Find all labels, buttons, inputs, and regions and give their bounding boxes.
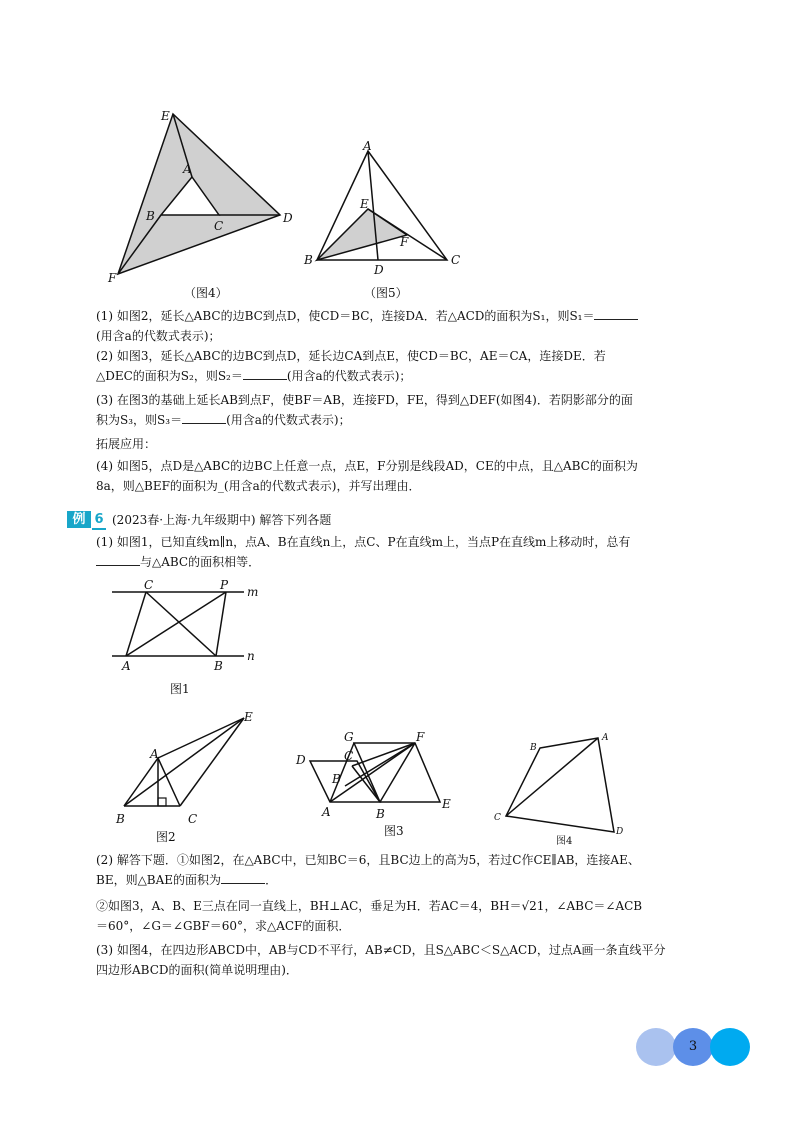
label-c: C bbox=[188, 812, 198, 826]
label-f: F bbox=[400, 235, 409, 249]
q2-text-3: (用含a的代数式表示)； bbox=[286, 369, 412, 383]
label-a: A bbox=[602, 733, 609, 743]
q4-text: (4) 如图5，点D是△ABC的边BC上任意一点，点E，F分别是线段AD，CE的中点，且△ABC的面积为 bbox=[96, 459, 638, 473]
q2-text-2: △DEC的面积为S₂，则S₂＝ bbox=[96, 369, 243, 383]
question-1 bbox=[96, 306, 726, 346]
q6-3-text-2: 四边形ABCD的面积(简单说明理由)． bbox=[96, 963, 298, 977]
label-c: C bbox=[344, 749, 354, 763]
label-a: A bbox=[122, 659, 131, 673]
fig4b-caption: 图4 bbox=[556, 836, 573, 847]
q6-part1 bbox=[96, 532, 726, 572]
label-p: P bbox=[220, 578, 229, 592]
label-b: B bbox=[214, 659, 223, 673]
example-number: 6 bbox=[92, 511, 106, 530]
label-n: n bbox=[247, 649, 255, 663]
label-a: A bbox=[363, 139, 372, 153]
page-number: 3 bbox=[688, 1039, 698, 1054]
answer-blank bbox=[243, 367, 287, 380]
fig4-caption: （图4） bbox=[184, 286, 228, 300]
label-b: B bbox=[116, 812, 125, 826]
figure-5-triangle-abc bbox=[300, 136, 470, 282]
question-3 bbox=[96, 390, 726, 430]
label-c: C bbox=[494, 813, 501, 823]
fig1-caption: 图1 bbox=[170, 682, 190, 696]
q6-part3 bbox=[96, 940, 726, 980]
label-c: C bbox=[144, 578, 154, 592]
q1-text: (1) 如图2，延长△ABC的边BC到点D，使CD＝BC，连接DA．若△ACD的面积为S₁，则S₁＝ bbox=[96, 309, 595, 323]
label-e: E bbox=[244, 710, 253, 724]
label-f: F bbox=[416, 730, 425, 744]
page-number-badge bbox=[636, 1028, 750, 1066]
fig2-caption: 图2 bbox=[156, 830, 176, 844]
q6-part2-sub2 bbox=[96, 896, 726, 936]
label-c: C bbox=[214, 219, 224, 233]
q4-text-2: 8a，则△BEF的面积为_(用含a的代数式表示)，并写出理由． bbox=[96, 479, 421, 493]
label-b-2: B bbox=[376, 807, 385, 821]
label-e: E bbox=[161, 109, 170, 123]
fig3-caption: 图3 bbox=[384, 824, 404, 838]
figure-2-triangle-bae bbox=[110, 706, 260, 826]
question-2 bbox=[96, 346, 726, 386]
badge-circle-right bbox=[710, 1028, 750, 1066]
label-a: A bbox=[183, 162, 192, 176]
q6-3-text: (3) 如图4，在四边形ABCD中，AB与CD不平行，AB≠CD，且S△ABC＜S△ACD，过点A画一条直线平分 bbox=[96, 943, 666, 957]
fig5-caption: （图5） bbox=[364, 286, 408, 300]
q6-2b-text: ②如图3，A、B、E三点在同一直线上，BH⊥AC，垂足为H．若AC＝4，BH＝√21，∠ABC＝∠ACB bbox=[96, 899, 643, 913]
answer-blank bbox=[182, 411, 226, 424]
label-e: E bbox=[442, 797, 451, 811]
answer-blank bbox=[96, 553, 140, 566]
q6-1-text: (1) 如图1，已知直线m∥n，点A、B在直线n上，点C、P在直线m上，当点P在直线m上移动时，总有 bbox=[96, 535, 631, 549]
label-c: C bbox=[451, 253, 461, 267]
label-f: F bbox=[108, 271, 117, 285]
extension-heading: 拓展应用： bbox=[96, 437, 157, 451]
figure-4-quadrilateral bbox=[486, 728, 636, 838]
label-b: B bbox=[530, 743, 537, 753]
q6-2b-text-2: ＝60°，∠G＝∠GBF＝60°，求△ACF的面积． bbox=[96, 919, 351, 933]
q1-text-2: (用含a的代数式表示)； bbox=[96, 329, 221, 343]
example-title: (2023春·上海·九年级期中) 解答下列各题 bbox=[112, 513, 332, 527]
q6-part2 bbox=[96, 850, 726, 890]
q6-2-text-2: BE，则△BAE的面积为 bbox=[96, 873, 222, 887]
q6-2-text-3: ． bbox=[265, 873, 278, 887]
label-b: B bbox=[304, 253, 313, 267]
label-g: G bbox=[344, 730, 354, 744]
figure-4-triangle-def bbox=[100, 104, 300, 304]
label-d: D bbox=[374, 263, 384, 277]
label-d: D bbox=[616, 827, 624, 837]
question-4 bbox=[96, 456, 726, 496]
q2-text: (2) 如图3，延长△ABC的边BC到点D，延长边CA到点E，使CD＝BC，AE＝CA，连接DE．若 bbox=[96, 349, 606, 363]
q3-text-2: 积为S₃，则S₃＝ bbox=[96, 413, 183, 427]
label-a: A bbox=[150, 747, 159, 761]
answer-blank bbox=[594, 307, 638, 320]
figure-3-parallelograms bbox=[290, 726, 460, 826]
answer-blank bbox=[221, 871, 265, 884]
figure-1-parallel-lines bbox=[104, 578, 274, 678]
label-b-1: B bbox=[332, 772, 341, 786]
q6-2-text: (2) 解答下题．①如图2，在△ABC中，已知BC＝6，且BC边上的高为5，若过C作CE∥AB，连接AE、 bbox=[96, 853, 640, 867]
label-m: m bbox=[247, 585, 259, 599]
label-d: D bbox=[296, 753, 306, 767]
q3-text-3: (用含a的代数式表示)； bbox=[226, 413, 351, 427]
label-e: E bbox=[360, 197, 369, 211]
label-d: D bbox=[283, 211, 293, 225]
example-tag: 例 bbox=[67, 511, 91, 528]
q3-text: (3) 在图3的基础上延长AB到点F，使BF＝AB，连接FD，FE，得到△DEF(如图4)．若阴影部分的面 bbox=[96, 393, 633, 407]
label-a: A bbox=[322, 805, 331, 819]
q6-1-text-2: 与△ABC的面积相等． bbox=[140, 555, 261, 569]
label-b: B bbox=[146, 209, 155, 223]
badge-circle-left bbox=[636, 1028, 676, 1066]
